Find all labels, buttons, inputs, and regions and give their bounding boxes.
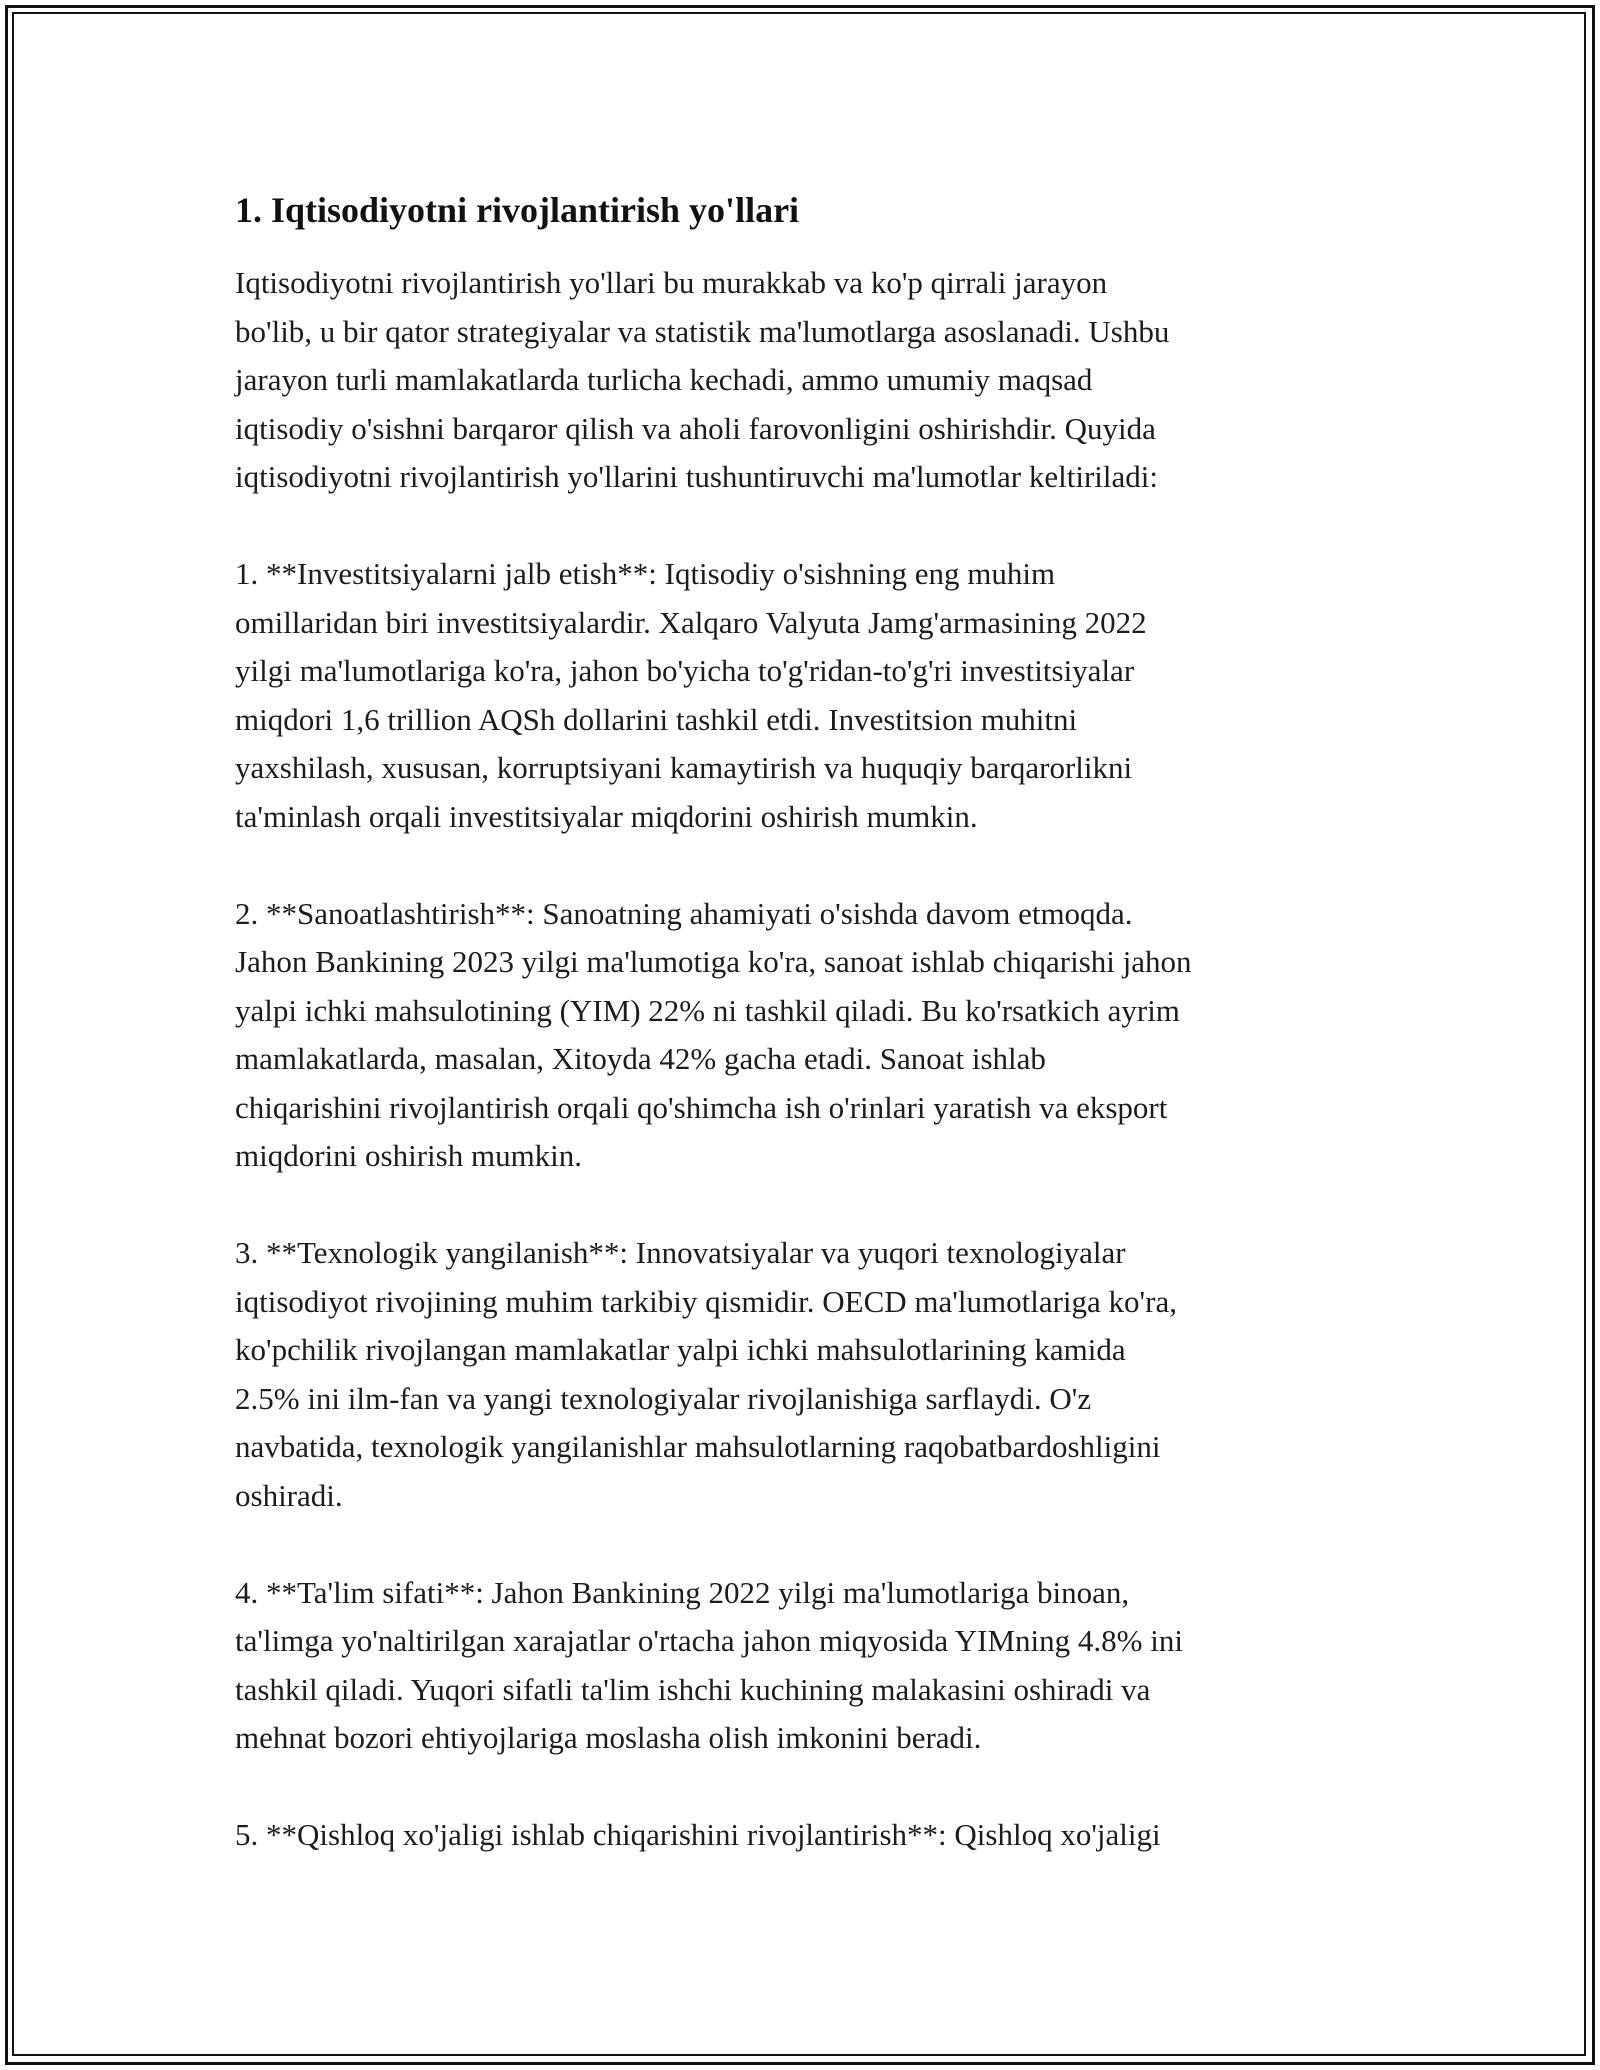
document-page <box>235 186 1370 1860</box>
intro-paragraph: Iqtisodiyotni rivojlantirish yo'llari bu murakkab va ko'p qirrali jarayon bo'lib, u bir qator strategiyalar va statistik ma'lumotlarga asoslanadi. Ushbu jarayon turli mamlakatlarda turlicha kechadi, ammo umumiy maqsad iqtisodiy o'sishni barqaror qilish va aholi farovonligini oshirishdir. Quyida iqtisodiyotni rivojlantirish yo'llarini tushuntiruvchi ma'lumotlar keltiriladi: <box>235 265 1170 494</box>
paragraph-industrialization: 2. **Sanoatlashtirish**: Sanoatning ahamiyati o'sishda davom etmoqda. Jahon Bankining 2023 yilgi ma'lumotiga ko'ra, sanoat ishlab chiqarishi jahon yalpi ichki mahsulotining (YIM) 22% ni tashkil qiladi. Bu ko'rsatkich ayrim mamlakatlarda, masalan, Xitoyda 42% gacha etadi. Sanoat ishlab chiqarishini rivojlantirish orqali qo'shimcha ish o'rinlari yaratish va eksport miqdorini oshirish mumkin. <box>235 895 1192 1173</box>
paragraph-investments: 1. **Investitsiyalarni jalb etish**: Iqtisodiy o'sishning eng muhim omillaridan biri investitsiyalardir. Xalqaro Valyuta Jamg'armasining 2022 yilgi ma'lumotlariga ko'ra, jahon bo'yicha to'g'ridan-to'g'ri investitsiyalar miqdori 1,6 trillion AQSh dollarini tashkil etdi. Investitsion muhitni yaxshilash, xususan, korruptsiyani kamaytirish va huquqiy barqarorlikni ta'minlash orqali investitsiyalar miqdorini oshirish mumkin. <box>235 556 1147 834</box>
paragraph-technology: 3. **Texnologik yangilanish**: Innovatsiyalar va yuqori texnologiyalar iqtisodiyot rivojining muhim tarkibiy qismidir. OECD ma'lumotlariga ko'ra, ko'pchilik rivojlangan mamlakatlar yalpi ichki mahsulotlarining kamida 2.5% ini ilm-fan va yangi texnologiyalar rivojlanishiga sarflaydi. O'z navbatida, texnologik yangilanishlar mahsulotlarning raqobatbardoshligini oshiradi. <box>235 1235 1177 1513</box>
section-heading: 1. Iqtisodiyotni rivojlantirish yo'llari <box>235 190 800 230</box>
paragraph-education: 4. **Ta'lim sifati**: Jahon Bankining 2022 yilgi ma'lumotlariga binoan, ta'limga yo'naltirilgan xarajatlar o'rtacha jahon miqyosida YIMning 4.8% ini tashkil qiladi. Yuqori sifatli ta'lim ishchi kuchining malakasini oshiradi va mehnat bozori ehtiyojlariga moslasha olish imkonini beradi. <box>235 1574 1183 1755</box>
paragraph-agriculture: 5. **Qishloq xo'jaligi ishlab chiqarishini rivojlantirish**: Qishloq xo'jaligi <box>235 1817 1161 1852</box>
